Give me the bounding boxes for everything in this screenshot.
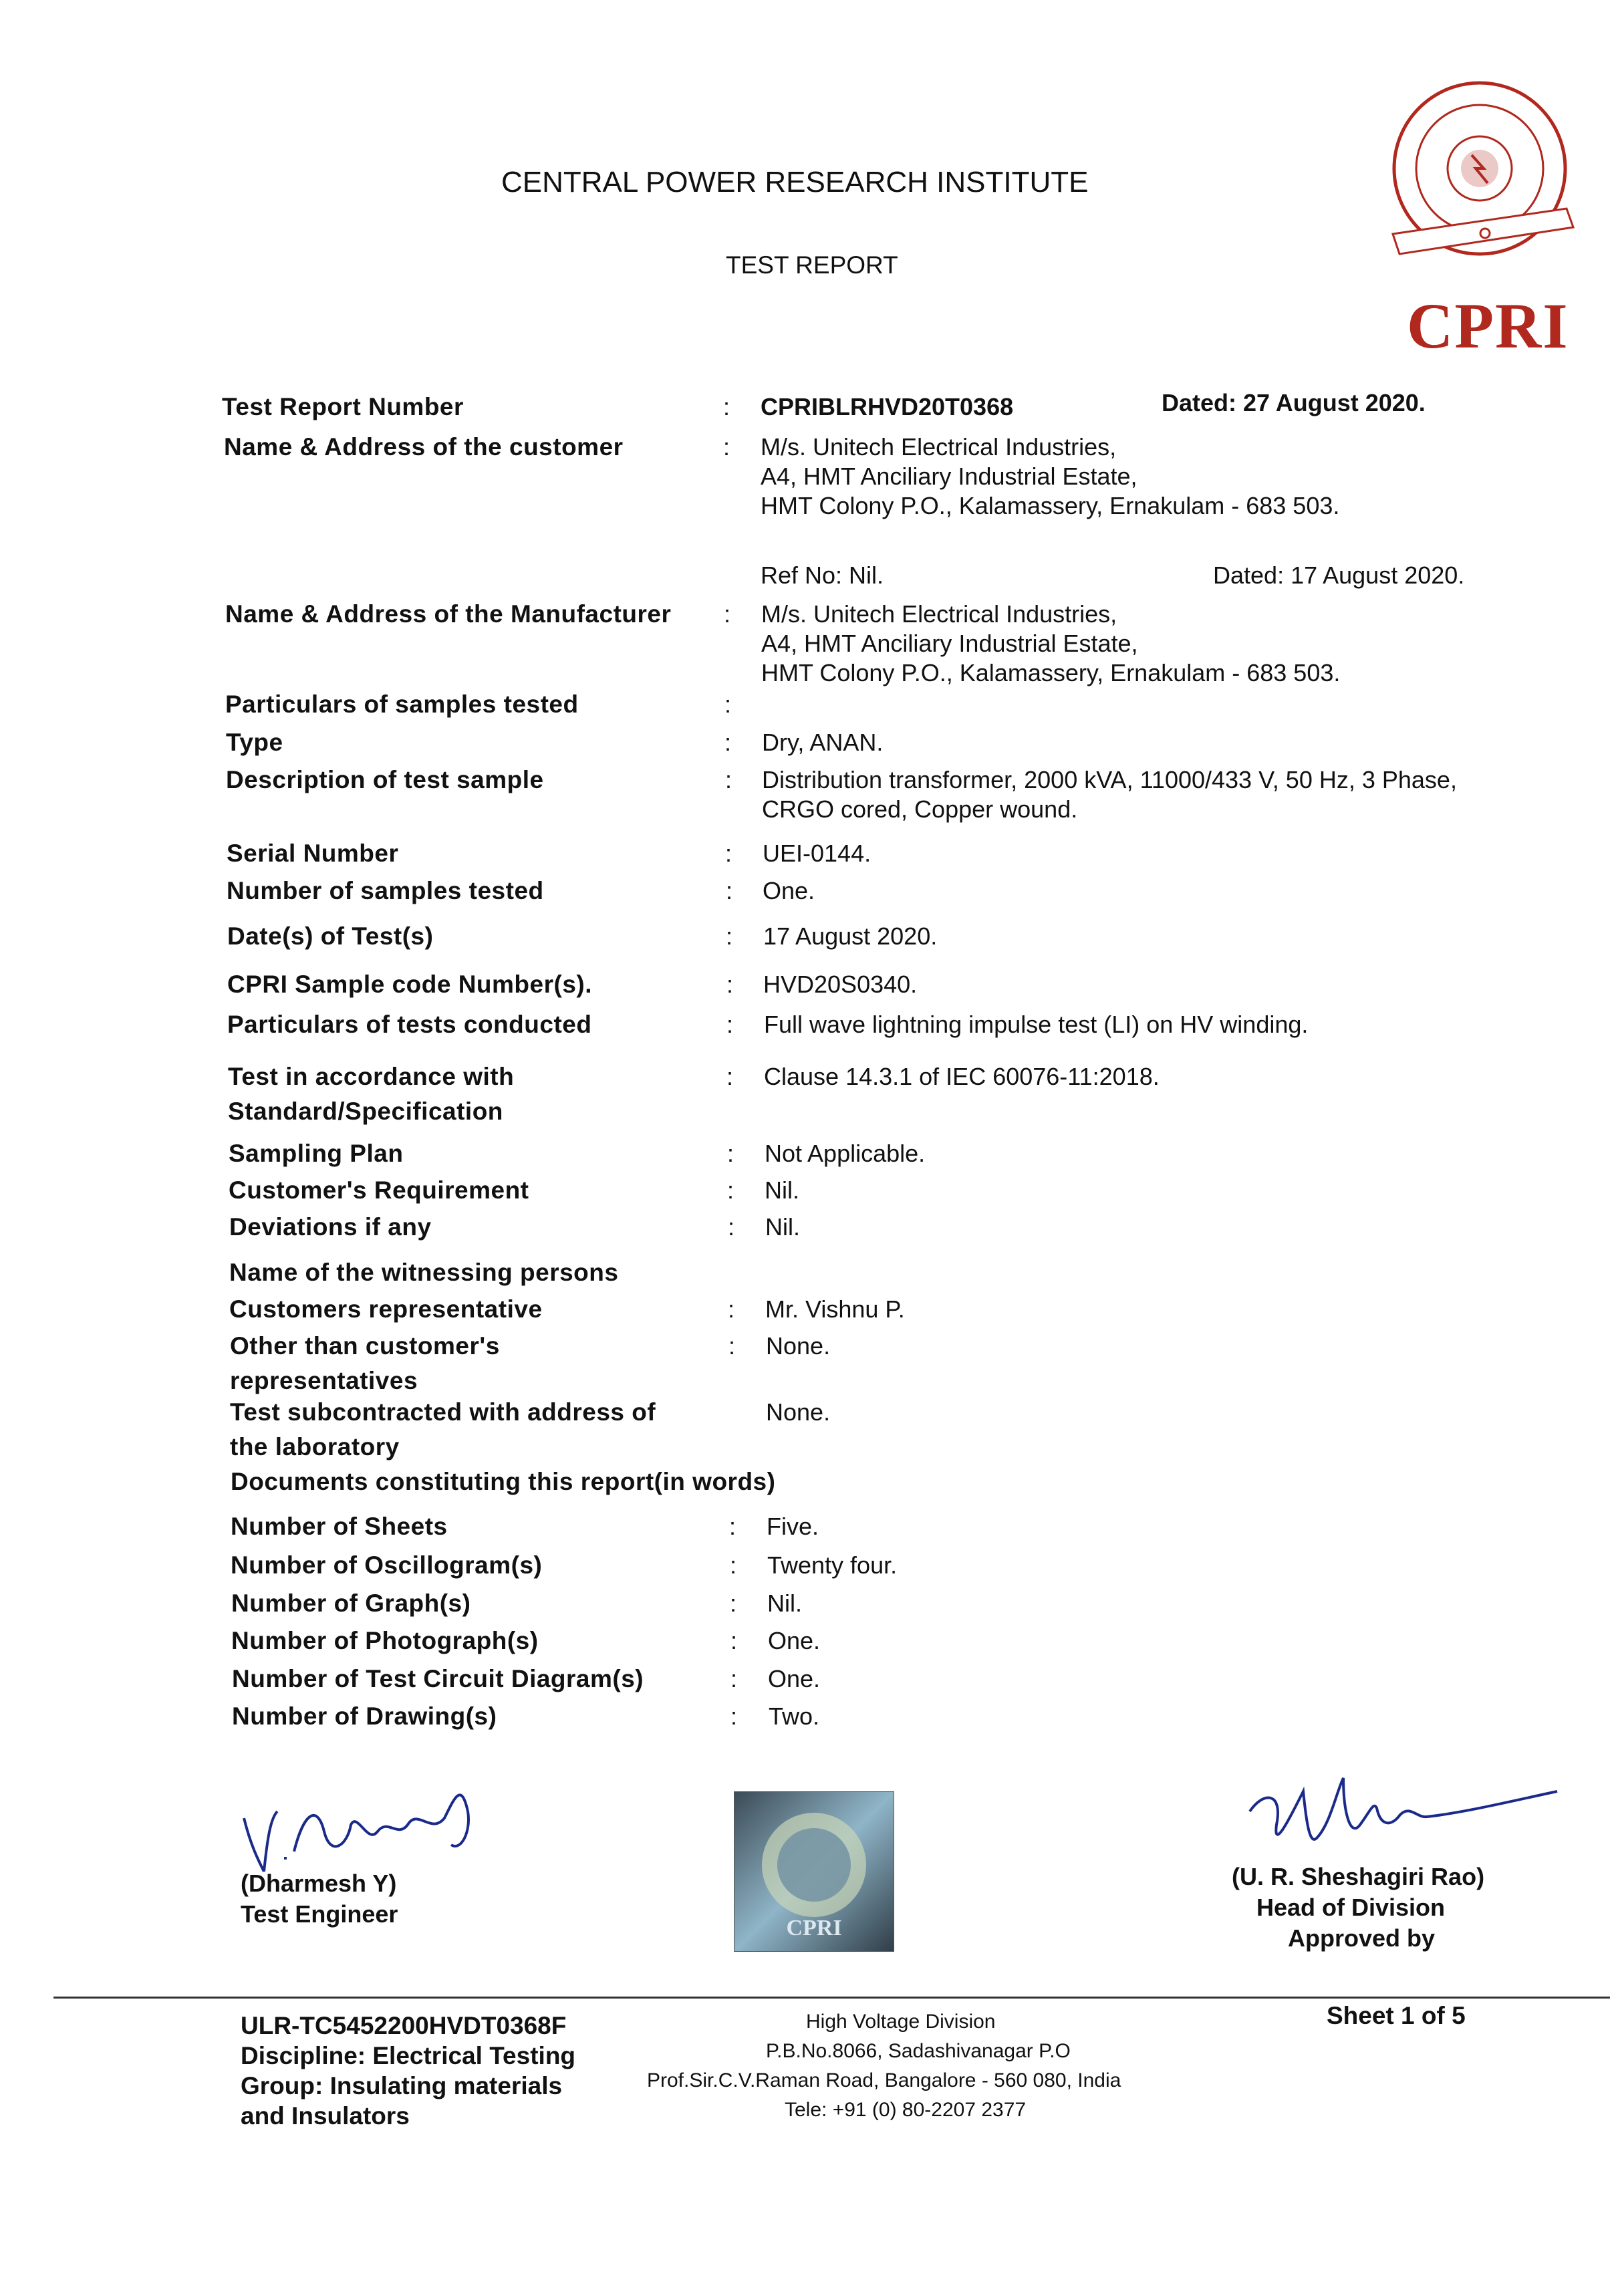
field-label: Name & Address of the customer xyxy=(224,433,624,461)
report-date: Dated: 27 August 2020. xyxy=(1162,389,1426,416)
reference-date: Dated: 17 August 2020. xyxy=(1213,561,1465,589)
field-label-cont: the laboratory xyxy=(230,1433,400,1460)
sheet-number: Sheet 1 of 5 xyxy=(1327,2002,1466,2029)
right-approved-by: Approved by xyxy=(1288,1924,1436,1952)
field-value-line: A4, HMT Anciliary Industrial Estate, xyxy=(761,463,1137,490)
field-value: Mr. Vishnu P. xyxy=(765,1295,905,1323)
field-colon: : xyxy=(726,971,734,998)
field-value: Twenty four. xyxy=(767,1551,898,1579)
field-label-cont: Standard/Specification xyxy=(228,1098,503,1125)
field-label: Description of test sample xyxy=(226,766,544,793)
field-value: Nil. xyxy=(765,1176,799,1204)
field-label: CPRI Sample code Number(s). xyxy=(227,971,593,998)
cpri-logo-text: CPRI xyxy=(1407,290,1569,362)
field-label: Number of Sheets xyxy=(231,1513,448,1540)
field-colon: : xyxy=(726,922,733,950)
field-label: Customer's Requirement xyxy=(229,1176,529,1204)
field-colon: : xyxy=(723,393,730,420)
field-label: Number of Test Circuit Diagram(s) xyxy=(232,1665,644,1692)
field-value: Nil. xyxy=(765,1213,800,1241)
field-colon: : xyxy=(728,1332,736,1360)
field-label-cont: representatives xyxy=(230,1367,418,1394)
field-value: Dry, ANAN. xyxy=(762,729,884,756)
field-value: Nil. xyxy=(767,1589,802,1617)
sheshagiri-rao-signature xyxy=(1243,1765,1564,1865)
institute-title: CENTRAL POWER RESEARCH INSTITUTE xyxy=(501,166,1089,199)
field-colon: : xyxy=(725,840,732,867)
field-label: Deviations if any xyxy=(229,1213,432,1241)
field-value-line: HMT Colony P.O., Kalamassery, Ernakulam - 683 503. xyxy=(761,492,1340,519)
field-colon: : xyxy=(728,1213,735,1241)
footer-division: High Voltage Division xyxy=(806,2011,996,2033)
field-value: 17 August 2020. xyxy=(763,922,938,950)
field-label: Name of the witnessing persons xyxy=(229,1259,619,1286)
footer-ulr: ULR-TC5452200HVDT0368F xyxy=(241,2012,567,2039)
field-colon: : xyxy=(730,1702,738,1730)
field-colon: : xyxy=(727,1176,734,1204)
field-label: Number of Oscillogram(s) xyxy=(231,1551,543,1579)
field-label: Particulars of samples tested xyxy=(225,690,579,718)
field-value: One. xyxy=(768,1665,821,1692)
field-colon: : xyxy=(723,433,730,461)
field-value: Full wave lightning impulse test (LI) on HV winding. xyxy=(764,1011,1309,1038)
field-value-line: Distribution transformer, 2000 kVA, 11000/433 V, 50 Hz, 3 Phase, xyxy=(762,766,1457,793)
footer-group: Group: Insulating materials xyxy=(241,2072,563,2099)
cpri-hologram-seal xyxy=(734,1791,894,1952)
field-colon: : xyxy=(724,690,732,718)
field-value: Two. xyxy=(769,1702,820,1730)
left-signer-name: (Dharmesh Y) xyxy=(241,1870,397,1897)
reference-number: Ref No: Nil. xyxy=(761,561,884,589)
field-label: Number of Drawing(s) xyxy=(232,1702,497,1730)
field-value-line: A4, HMT Anciliary Industrial Estate, xyxy=(761,630,1138,657)
field-colon: : xyxy=(725,766,732,793)
footer-divider xyxy=(53,1997,1610,1999)
field-colon: : xyxy=(730,1627,738,1654)
field-label: Particulars of tests conducted xyxy=(227,1011,592,1038)
field-colon: : xyxy=(726,1063,734,1090)
field-value-line: CRGO cored, Copper wound. xyxy=(762,795,1078,823)
right-signer-name: (U. R. Sheshagiri Rao) xyxy=(1232,1863,1485,1890)
field-label: Test in accordance with xyxy=(228,1063,515,1090)
field-colon: : xyxy=(730,1665,738,1692)
field-value: Not Applicable. xyxy=(765,1140,926,1167)
field-colon: : xyxy=(726,877,733,904)
field-label: Number of samples tested xyxy=(227,877,544,904)
hologram-label: CPRI xyxy=(786,1916,842,1940)
footer-discipline: Discipline: Electrical Testing xyxy=(241,2042,576,2069)
footer-telephone: Tele: +91 (0) 80-2207 2377 xyxy=(785,2099,1027,2121)
field-label: Sampling Plan xyxy=(229,1140,404,1167)
field-label: Type xyxy=(226,729,283,756)
field-colon: : xyxy=(726,1011,734,1038)
field-value: One. xyxy=(763,877,815,904)
field-label: Other than customer's xyxy=(230,1332,500,1360)
field-value: One. xyxy=(768,1627,821,1654)
footer-address: Prof.Sir.C.V.Raman Road, Bangalore - 560 080, India xyxy=(647,2069,1121,2091)
field-label: Date(s) of Test(s) xyxy=(227,922,434,950)
field-label: Test subcontracted with address of xyxy=(230,1398,656,1426)
field-colon: : xyxy=(724,729,732,756)
field-value: Clause 14.3.1 of IEC 60076-11:2018. xyxy=(764,1063,1160,1090)
field-label: Name & Address of the Manufacturer xyxy=(225,600,672,628)
left-signer-title: Test Engineer xyxy=(241,1900,398,1928)
field-value: None. xyxy=(766,1398,831,1426)
cpri-seal-logo xyxy=(1379,75,1580,275)
field-label: Number of Graph(s) xyxy=(231,1589,471,1617)
field-value-line: M/s. Unitech Electrical Industries, xyxy=(761,433,1117,461)
field-colon: : xyxy=(727,1140,734,1167)
dharmesh-signature xyxy=(231,1771,485,1878)
field-label: Serial Number xyxy=(227,840,399,867)
footer-group-cont: and Insulators xyxy=(241,2102,410,2130)
right-signer-title: Head of Division xyxy=(1256,1894,1446,1921)
field-colon: : xyxy=(729,1513,736,1540)
report-type: TEST REPORT xyxy=(726,251,898,279)
field-colon: : xyxy=(724,600,731,628)
footer-po-box: P.B.No.8066, Sadashivanagar P.O xyxy=(766,2040,1071,2062)
field-label: Documents constituting this report(in words) xyxy=(231,1468,776,1495)
field-value: UEI-0144. xyxy=(763,840,871,867)
field-colon: : xyxy=(730,1589,737,1617)
field-value: HVD20S0340. xyxy=(763,971,918,998)
field-value: Five. xyxy=(767,1513,819,1540)
field-value: None. xyxy=(766,1332,831,1360)
field-colon: : xyxy=(730,1551,737,1579)
field-label: Number of Photograph(s) xyxy=(231,1627,539,1654)
field-value-line: HMT Colony P.O., Kalamassery, Ernakulam - 683 503. xyxy=(761,659,1341,686)
field-value: CPRIBLRHVD20T0368 xyxy=(761,393,1014,420)
field-label: Customers representative xyxy=(229,1295,543,1323)
field-label: Test Report Number xyxy=(222,393,464,420)
field-value-line: M/s. Unitech Electrical Industries, xyxy=(761,600,1117,628)
field-colon: : xyxy=(728,1295,735,1323)
